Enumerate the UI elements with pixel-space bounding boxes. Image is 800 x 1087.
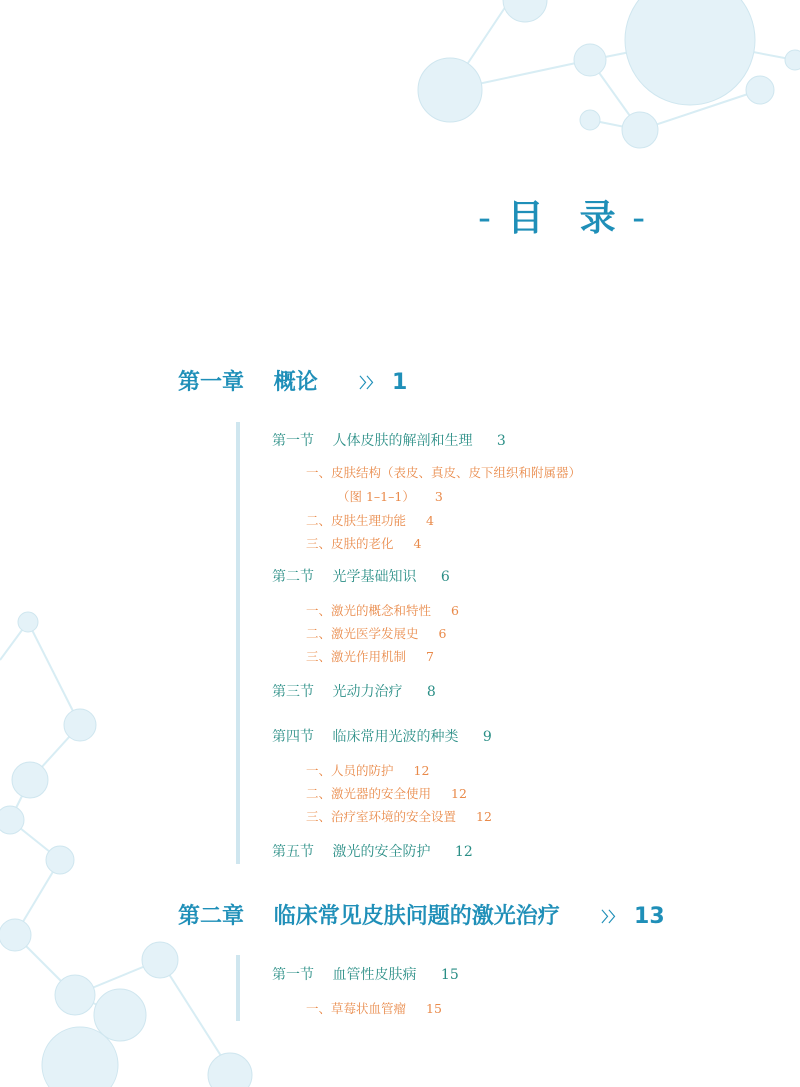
toc-section[interactable]	[272, 726, 492, 746]
subsection-text: 一、人员的防护	[306, 763, 394, 778]
toc-section[interactable]	[272, 681, 436, 701]
section-name: 临床常用光波的种类	[332, 729, 459, 745]
subsection-text: 二、皮肤生理功能	[306, 513, 407, 528]
chapter-page-number: 13	[634, 904, 665, 929]
section-label: 第四节	[272, 729, 314, 745]
section-divider-bar	[236, 955, 240, 1021]
section-label: 第三节	[272, 684, 314, 700]
section-name: 激光的安全防护	[332, 844, 431, 860]
toc-section[interactable]	[272, 566, 450, 586]
section-label: 第二节	[272, 569, 314, 585]
title-char-1: 目	[507, 198, 546, 239]
toc-subsection[interactable]	[306, 601, 459, 619]
section-page-number: 9	[482, 729, 492, 745]
chapter-number: 第一章	[178, 370, 245, 395]
chapter-1-heading[interactable]	[178, 365, 407, 396]
subsection-page-number: 6	[451, 603, 459, 618]
section-name: 光学基础知识	[332, 569, 417, 585]
subsection-text: 三、激光作用机制	[306, 649, 407, 664]
section-page-number: 12	[454, 844, 473, 860]
toc-subsection[interactable]	[306, 807, 492, 825]
toc-section[interactable]	[272, 430, 506, 450]
toc-subsection[interactable]	[306, 463, 581, 481]
subsection-text: 一、激光的概念和特性	[306, 603, 432, 618]
subsection-page-number: 12	[451, 786, 467, 801]
title-dash-right: -	[632, 198, 648, 239]
section-name: 光动力治疗	[332, 684, 403, 700]
toc-subsection[interactable]	[306, 761, 429, 779]
toc-subsection[interactable]	[306, 624, 446, 642]
toc-section[interactable]	[272, 964, 459, 984]
chapter-page-number: 1	[392, 370, 408, 395]
subsection-text: 一、皮肤结构（表皮、真皮、皮下组织和附属器）	[306, 465, 582, 480]
toc-subsection[interactable]	[306, 647, 434, 665]
toc-section[interactable]	[272, 841, 473, 861]
section-name: 血管性皮肤病	[332, 967, 417, 983]
section-name: 人体皮肤的解剖和生理	[332, 433, 473, 449]
subsection-text: 二、激光器的安全使用	[306, 786, 432, 801]
section-page-number: 15	[440, 967, 459, 983]
toc-subsection[interactable]	[306, 999, 442, 1017]
toc-subsection[interactable]	[306, 511, 434, 529]
toc-subsection[interactable]	[337, 487, 443, 505]
subsection-page-number: 12	[413, 763, 430, 778]
page-title	[478, 190, 647, 241]
subsection-text: 三、皮肤的老化	[306, 536, 394, 551]
subsection-page-number: 7	[426, 649, 434, 664]
chevron-right-icon: 〉〉	[359, 376, 381, 392]
title-dash-left: -	[478, 198, 493, 239]
subsection-text: 三、治疗室环境的安全设置	[306, 809, 457, 824]
title-char-2: 录	[579, 198, 618, 239]
chapter-name: 概论	[273, 370, 318, 395]
subsection-page-number: 6	[438, 626, 447, 641]
section-label: 第一节	[272, 433, 314, 449]
subsection-page-number: 12	[476, 809, 492, 824]
section-page-number: 6	[440, 569, 450, 585]
subsection-text: 二、激光医学发展史	[306, 626, 419, 641]
subsection-page-number: 4	[426, 513, 434, 528]
subsection-page-number: 4	[413, 536, 422, 551]
toc-subsection[interactable]	[306, 534, 421, 552]
subsection-page-number: 3	[434, 489, 443, 504]
toc-subsection[interactable]	[306, 784, 467, 802]
section-page-number: 8	[426, 684, 436, 700]
section-label: 第一节	[272, 967, 314, 983]
section-label: 第五节	[272, 844, 314, 860]
chapter-number: 第二章	[178, 904, 245, 929]
section-divider-bar	[236, 422, 240, 864]
subsection-text: 一、草莓状血管瘤	[306, 1001, 407, 1016]
chevron-right-icon: 〉〉	[601, 910, 623, 926]
chapter-2-heading[interactable]	[178, 899, 665, 930]
subsection-text: （图 1–1–1）	[337, 489, 415, 504]
subsection-page-number: 15	[426, 1001, 442, 1016]
section-page-number: 3	[496, 433, 506, 449]
chapter-name: 临床常见皮肤问题的激光治疗	[273, 904, 560, 929]
